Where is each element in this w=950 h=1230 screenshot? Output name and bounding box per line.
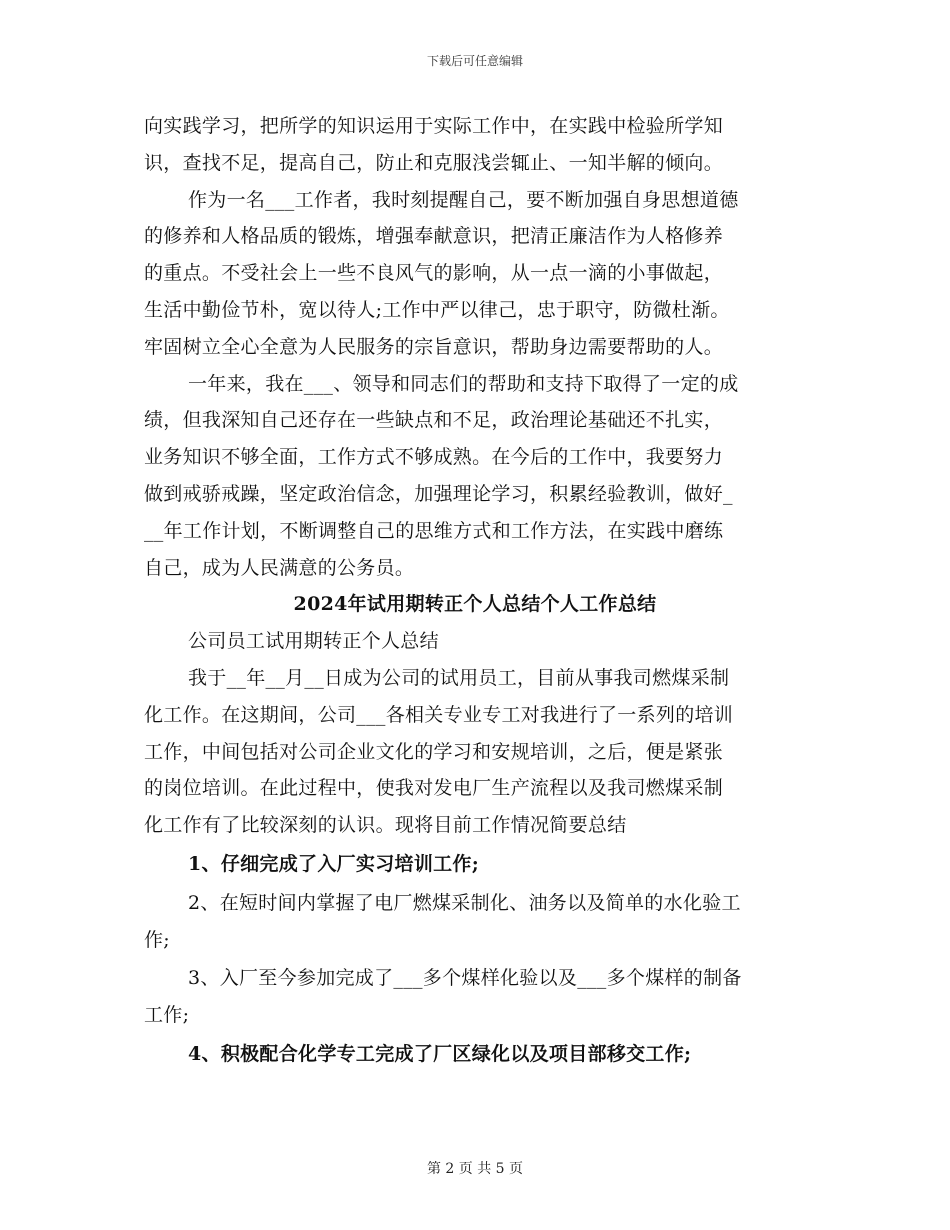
list-item-1: 1、仔细完成了入厂实习培训工作; [188, 852, 480, 875]
paragraph-line: 向实践学习，把所学的知识运用于实际工作中，在实践中检验所学知 [144, 115, 724, 137]
section-title: 2024年试用期转正个人总结个人工作总结 [293, 593, 657, 616]
paragraph-line: 作为一名___工作者，我时刻提醒自己，要不断加强自身思想道德 [188, 188, 739, 211]
paragraph-line: __年工作计划，不断调整自己的思维方式和工作方法，在实践中磨练 [144, 519, 724, 542]
document-body [144, 108, 806, 1073]
paragraph-line: 我于__年__月__日成为公司的试用员工，目前从事我司燃煤采制 [188, 666, 730, 689]
paragraph-line: 化工作有了比较深刻的认识。现将目前工作情况简要总结 [144, 814, 627, 837]
paragraph-line: 一年来，我在___、领导和同志们的帮助和支持下取得了一定的成 [188, 372, 739, 395]
paragraph-line: 牢固树立全心全意为人民服务的宗旨意识，帮助身边需要帮助的人。 [144, 335, 724, 358]
paragraph-line: 化工作。在这期间，公司___各相关专业专工对我进行了一系列的培训 [144, 703, 734, 726]
list-item-2-cont: 作; [144, 928, 171, 951]
paragraph-line: 业务知识不够全面，工作方式不够成熟。在今后的工作中，我要努力 [144, 446, 724, 469]
paragraph-line: 做到戒骄戒躁，坚定政治信念，加强理论学习，积累经验教训，做好_ [144, 482, 733, 505]
paragraph-line: 工作，中间包括对公司企业文化的学习和安规培训，之后，便是紧张 [144, 740, 724, 763]
paragraph-line: 生活中勤俭节朴，宽以待人;工作中严以律己，忠于职守，防微杜渐。 [144, 298, 730, 321]
list-item-3: 3、入厂至今参加完成了___多个煤样化验以及___多个煤样的制备 [188, 967, 742, 990]
paragraph-line: 绩，但我深知自己还存在一些缺点和不足，政治理论基础还不扎实， [144, 409, 724, 432]
list-item-4: 4、积极配合化学专工完成了厂区绿化以及项目部移交工作; [188, 1042, 692, 1065]
paragraph-line: 的重点。不受社会上一些不良风气的影响，从一点一滴的小事做起， [144, 262, 724, 285]
paragraph-line: 识，查找不足，提高自己，防止和克服浅尝辄止、一知半解的倾向。 [144, 151, 724, 174]
paragraph-line: 的修养和人格品质的锻炼，增强奉献意识，把清正廉洁作为人格修养 [144, 225, 724, 248]
page-footer: 第 2 页 共 5 页 [426, 1161, 524, 1177]
paragraph-line: 自己，成为人民满意的公务员。 [144, 556, 415, 579]
list-item-3-cont: 工作; [144, 1004, 190, 1027]
page-header: 下载后可任意编辑 [426, 54, 523, 68]
paragraph-line: 的岗位培训。在此过程中，使我对发电厂生产流程以及我司燃煤采制 [144, 777, 724, 800]
subtitle-line: 公司员工试用期转正个人总结 [188, 630, 439, 653]
list-item-2: 2、在短时间内掌握了电厂燃煤采制化、油务以及简单的水化验工 [188, 891, 741, 914]
